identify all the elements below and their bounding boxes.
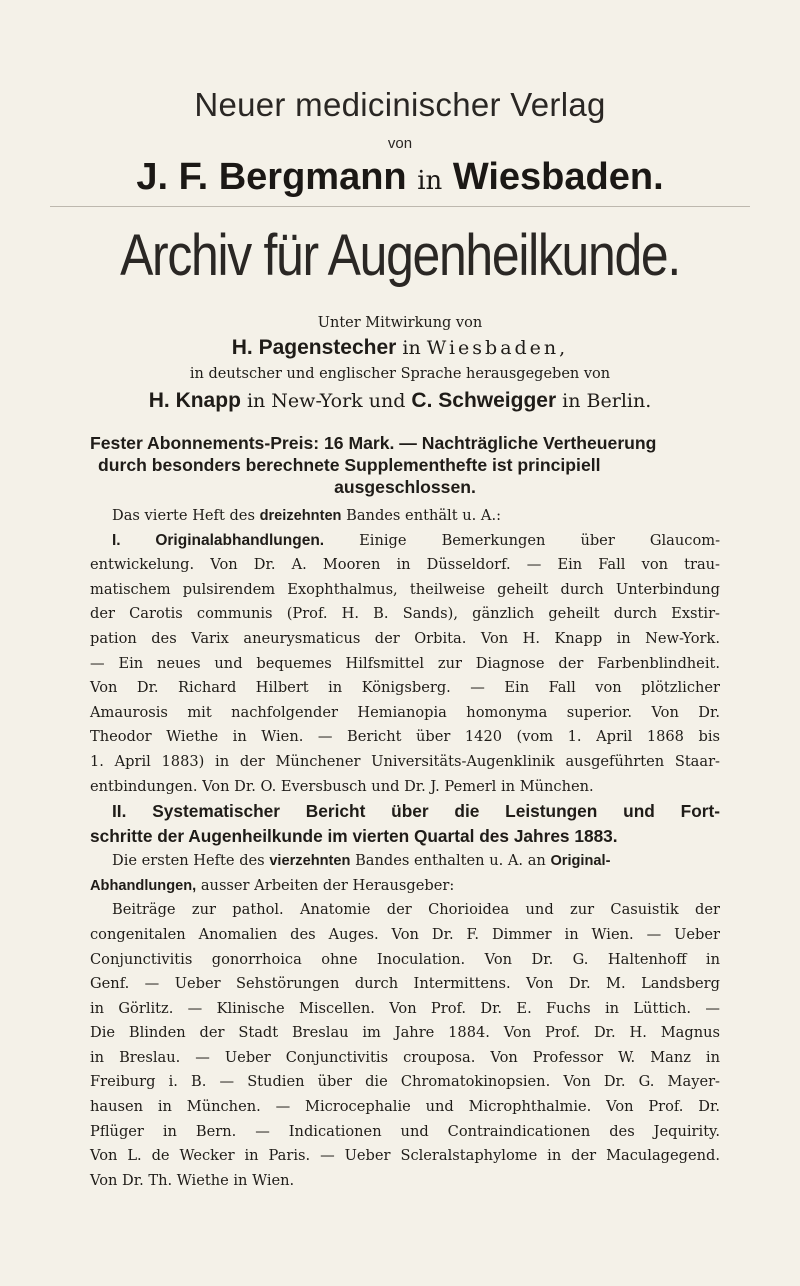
price-notice <box>90 432 720 498</box>
journal-language: in deutscher und englischer Sprache herausgegeben von <box>189 366 611 382</box>
section1-line: pation des Varix aneurysmaticus der Orbita. Von H. Knapp in New-York. <box>90 629 720 647</box>
section2-volume: vierzehnten <box>269 853 351 870</box>
section2-line: in Breslau. — Ueber Conjunctivitis crouposa. Von Professor W. Manz in <box>90 1048 720 1066</box>
contents-text <box>90 504 720 1193</box>
editor2-line <box>0 389 800 413</box>
section1-heading: I. Originalabhandlungen. <box>112 531 325 549</box>
section2-line: in Görlitz. — Klinische Miscellen. Von Prof. Dr. E. Fuchs in Lüttich. — <box>90 999 720 1017</box>
editor2-mid: in New-York und <box>246 390 406 412</box>
editor2-name1: H. Knapp <box>148 389 241 412</box>
publisher-name-line <box>0 156 800 199</box>
section1-first-line <box>90 529 720 554</box>
section2-line: Conjunctivitis gonorrhoica ohne Inoculation. Von Dr. G. Haltenhoff in <box>90 950 720 968</box>
section2-line: hausen in München. — Microcephalie und Microphthalmie. Von Prof. Dr. <box>90 1098 720 1116</box>
journal-title: Archiv für Augenheilkunde. <box>120 223 680 288</box>
section2-original: Original- <box>550 853 611 870</box>
section1-line: entbindungen. Von Dr. O. Eversbusch und Dr. J. Pemerl in München. <box>90 777 594 795</box>
section1-line: der Carotis communis (Prof. H. B. Sands), gänzlich geheilt durch Exstir- <box>90 605 720 623</box>
section1-line: Amaurosis mit nachfolgender Hemianopia homonyma superior. Von Dr. <box>90 703 720 721</box>
publisher-von: von <box>387 135 413 152</box>
section2-line: Von Dr. Th. Wiethe in Wien. <box>90 1171 295 1189</box>
editor1-in: in <box>402 337 421 359</box>
section1-line: Theodor Wiethe in Wien. — Bericht über 1420 (vom 1. April 1868 bis <box>90 728 720 746</box>
editor1-line <box>0 336 800 360</box>
price-line-3: ausgeschlossen. <box>334 477 476 497</box>
publisher-headline: Neuer medicinischer Verlag <box>194 86 606 123</box>
section1-line: matischem pulsirendem Exophthalmus, theilweise geheilt durch Unterbindung <box>90 580 720 598</box>
section2-line: Von L. de Wecker in Paris. — Ueber Scleralstaphylome in der Maculagegend. <box>90 1147 720 1165</box>
section2-line: Die Blinden der Stadt Breslau im Jahre 1884. Von Prof. Dr. H. Magnus <box>90 1024 720 1042</box>
editor1-name: H. Pagenstecher <box>231 336 397 359</box>
editor2-city: in Berlin. <box>562 390 652 412</box>
section1-line: Von Dr. Richard Hilbert in Königsberg. — Ein Fall von plötzlicher <box>90 679 720 697</box>
section2-line: Beiträge zur pathol. Anatomie der Chorioidea und zur Casuistik der <box>112 901 720 919</box>
section2-line: Genf. — Ueber Sehstörungen durch Intermittens. Von Dr. M. Landsberg <box>90 975 720 993</box>
heft4-intro-a: Das vierte Heft des <box>112 507 255 524</box>
divider-rule <box>50 206 750 207</box>
section1-line: — Ein neues und bequemes Hilfsmittel zur Diagnose der Farbenblindheit. <box>90 654 720 672</box>
section2-intro-2 <box>90 874 720 899</box>
publisher-city: Wiesbaden. <box>452 156 664 198</box>
section2-line: Freiburg i. B. — Studien über die Chromatokinopsien. Von Dr. G. Mayer- <box>90 1073 720 1091</box>
journal-unter: Unter Mitwirkung von <box>317 315 483 331</box>
section2-heading-2: schritte der Augenheilkunde im vierten Quartal des Jahres 1883. <box>90 826 618 847</box>
section2-intro <box>90 849 720 874</box>
section2-intro-f: ausser Arbeiten der Herausgeber: <box>200 876 455 894</box>
section2 <box>90 799 720 1193</box>
section2-heading-1: II. Systematischer Bericht über die Leistungen und Fort- <box>112 801 720 822</box>
section2-intro-c: Bandes enthalten u. A. an <box>355 852 546 870</box>
heft4-intro-c: Bandes enthält u. A.: <box>346 507 501 524</box>
heft4-volume: dreizehnten <box>259 508 342 524</box>
section2-intro-a: Die ersten Hefte des <box>112 852 265 870</box>
price-line-2: durch besonders berechnete Supplementhefte ist principiell <box>98 455 601 475</box>
section2-line: congenitalen Anomalien des Auges. Von Dr. F. Dimmer in Wien. — Ueber <box>90 925 720 943</box>
publisher-name: J. F. Bergmann <box>136 156 407 198</box>
editor1-city: Wiesbaden, <box>426 337 569 359</box>
editor2-name2: C. Schweigger <box>411 389 557 412</box>
heft4-intro <box>90 504 720 529</box>
section1-line: 1. April 1883) in der Münchener Universitäts-Augenklinik ausgeführten Staar- <box>90 752 720 770</box>
section1-line: Einige Bemerkungen über Glaucom- <box>359 531 720 549</box>
section2-abhandlungen: Abhandlungen, <box>90 877 197 894</box>
price-line-1: Fester Abonnements-Preis: 16 Mark. — Nachträgliche Vertheuerung <box>90 433 657 453</box>
section1-line: entwickelung. Von Dr. A. Mooren in Düsseldorf. — Ein Fall von trau- <box>90 556 720 574</box>
publisher-in: in <box>417 166 443 196</box>
section1 <box>90 529 720 800</box>
section2-line: Pflüger in Bern. — Indicationen und Contraindicationen des Jequirity. <box>90 1122 720 1140</box>
